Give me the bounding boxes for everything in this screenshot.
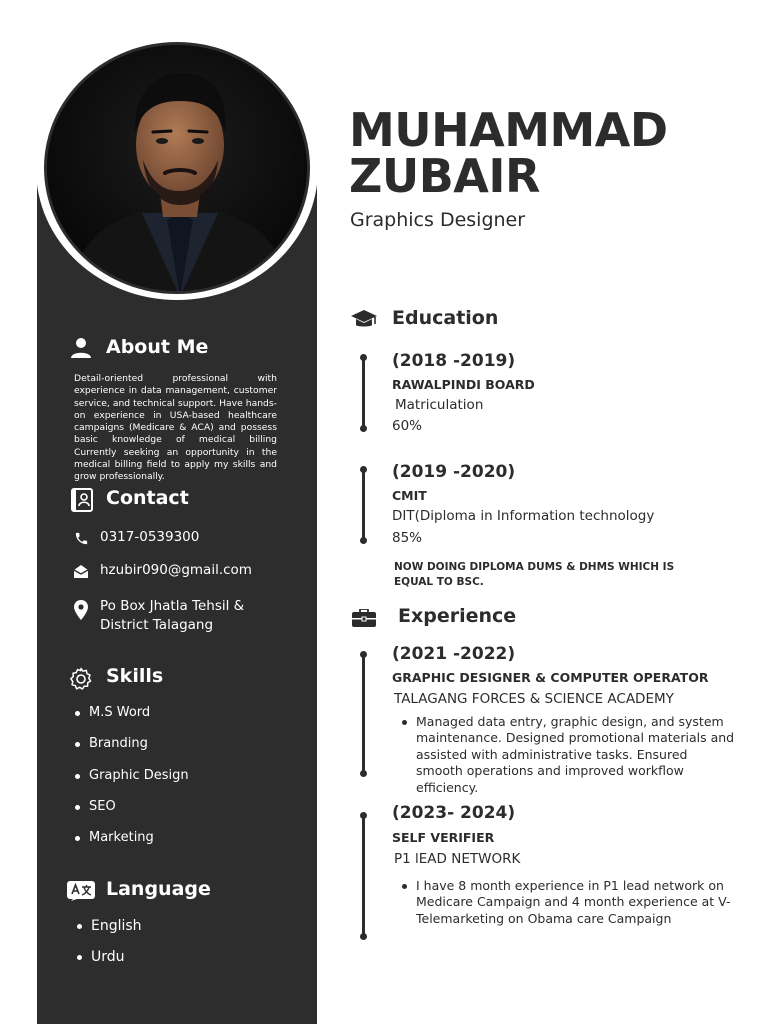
education-detail: DIT(Diploma in Information technology — [392, 508, 655, 524]
timeline-dot — [360, 933, 367, 940]
experience-timeline-1 — [362, 654, 365, 774]
timeline-dot — [360, 770, 367, 777]
education-detail: Matriculation — [395, 397, 484, 413]
graduation-cap-icon — [350, 309, 378, 335]
experience-role: GRAPHIC DESIGNER & COMPUTER OPERATOR — [392, 670, 709, 685]
experience-bullet: Managed data entry, graphic design, and system maintenance. Designed promotional materials and assisted with administrative tasks. Ensured smooth operations and improved workflow efficiency. — [416, 714, 735, 795]
education-timeline-1 — [362, 357, 365, 429]
education-years: (2019 -2020) — [392, 462, 516, 482]
education-org: RAWALPINDI BOARD — [392, 377, 535, 392]
education-heading: Education — [392, 307, 499, 329]
skill-item: M.S Word — [74, 705, 189, 736]
user-icon — [70, 337, 92, 363]
phone-icon — [74, 531, 89, 550]
skill-item: Graphic Design — [74, 768, 189, 799]
timeline-dot — [360, 354, 367, 361]
skills-heading: Skills — [106, 665, 164, 687]
experience-years: (2023- 2024) — [392, 803, 516, 823]
translate-icon — [67, 881, 95, 905]
profile-portrait-illustration — [47, 45, 310, 294]
contact-card-icon — [71, 488, 93, 516]
education-note: NOW DOING DIPLOMA DUMS & DHMS WHICH IS EQUAL TO BSC. — [394, 561, 675, 588]
name-first: MUHAMMAD — [349, 103, 668, 157]
timeline-dot — [360, 466, 367, 473]
briefcase-icon — [352, 609, 376, 631]
address-line-2: District Talagang — [100, 617, 214, 633]
experience-org: TALAGANG FORCES & SCIENCE ACADEMY — [394, 691, 674, 707]
gear-icon — [69, 667, 93, 695]
skill-item: Marketing — [74, 830, 189, 861]
education-years: (2018 -2019) — [392, 351, 516, 371]
language-list — [76, 918, 142, 980]
phone-number[interactable]: 0317-0539300 — [100, 529, 200, 545]
profile-photo — [44, 42, 310, 294]
skills-list — [74, 705, 189, 861]
timeline-dot — [360, 651, 367, 658]
education-score: 85% — [392, 530, 423, 546]
education-timeline-2 — [362, 469, 365, 541]
address-line-1: Po Box Jhatla Tehsil & — [100, 598, 245, 614]
experience-bullet: I have 8 month experience in P1 lead network on Medicare Campaign and 4 month experience at V-Telemarketing on Obama care Campaign — [416, 878, 736, 927]
experience-org: P1 lEAD NETWORK — [394, 851, 521, 867]
about-text: Detail-oriented professional with experience in data management, customer service, and technical support. Have hands-on experience in USA-based healthcare campaigns (Medicare & ACA) and possess basic knowledge of medical billing Currently seeking an opportunity in the medical billing field to apply my skills and grow professionally. — [74, 373, 277, 483]
experience-timeline-2 — [362, 815, 365, 937]
education-org: CMIT — [392, 488, 427, 503]
envelope-icon — [73, 564, 89, 583]
skill-item: Branding — [74, 736, 189, 767]
language-item: English — [76, 918, 142, 949]
timeline-dot — [360, 812, 367, 819]
experience-heading: Experience — [398, 605, 517, 627]
name-last: ZUBAIR — [349, 149, 540, 203]
about-heading: About Me — [106, 336, 209, 358]
education-score: 60% — [392, 418, 423, 434]
timeline-dot — [360, 425, 367, 432]
experience-role: SELF VERIFIER — [392, 830, 495, 845]
language-heading: Language — [106, 878, 211, 900]
experience-years: (2021 -2022) — [392, 644, 516, 664]
email-address[interactable]: hzubir090@gmail.com — [100, 562, 252, 578]
language-item: Urdu — [76, 949, 142, 980]
timeline-dot — [360, 537, 367, 544]
skill-item: SEO — [74, 799, 189, 830]
contact-heading: Contact — [106, 487, 189, 509]
location-pin-icon — [74, 600, 88, 624]
job-title: Graphics Designer — [350, 209, 526, 231]
